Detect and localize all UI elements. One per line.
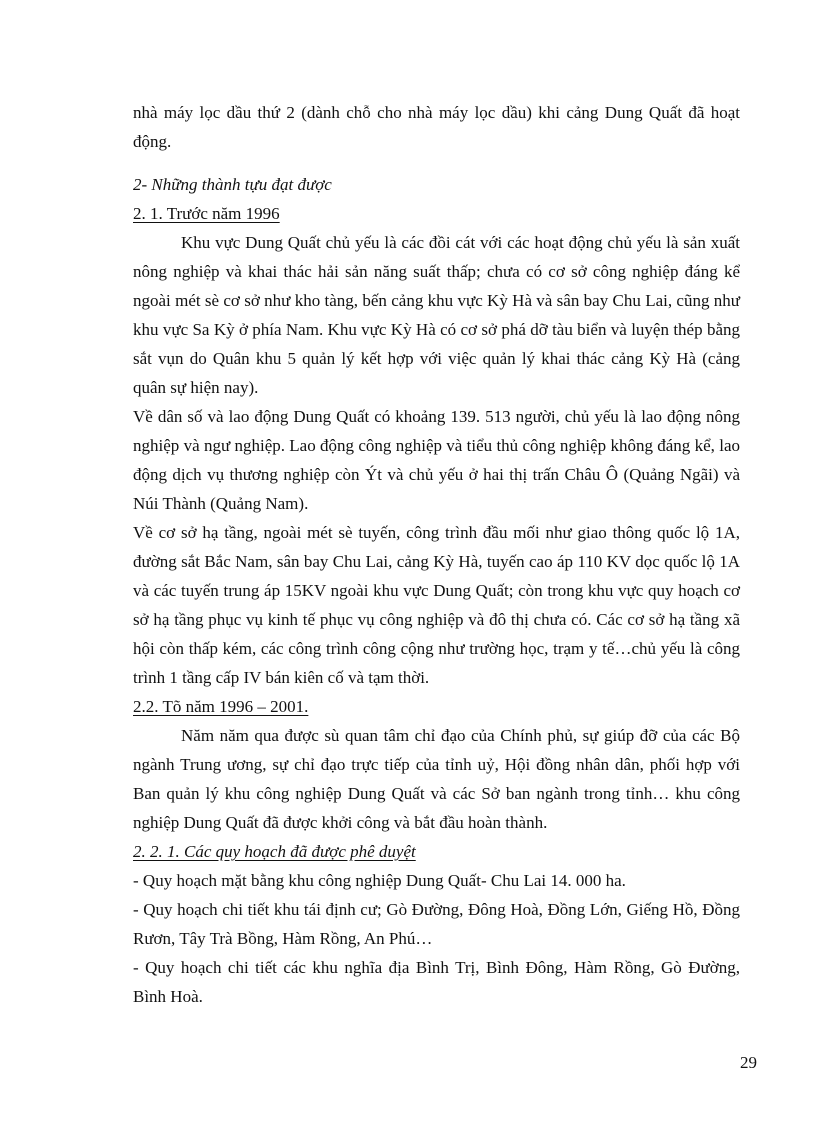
subsection-heading-1996-2001-text: 2.2. Tõ năm 1996 – 2001.: [133, 697, 309, 716]
subsection-heading-approved-plans-text: 2. 2. 1. Các quy hoạch đã được phê duyệt: [133, 842, 416, 861]
paragraph-intro-continuation: nhà máy lọc dầu thứ 2 (dành chỗ cho nhà máy lọc dầu) khi cảng Dung Quất đã hoạt động.: [133, 103, 740, 151]
page-content: [133, 98, 740, 1011]
paragraph-population-labor: Về dân số và lao động Dung Quất có khoảng 139. 513 người, chủ yếu là lao động nông nghiệp và ngư nghiệp. Lao động công nghiệp và tiểu thủ công nghiệp không đáng kể, lao động dịch vụ thương nghiệp còn Ýt và chủ yếu ở hai thị trấn Châu Ô (Quảng Ngãi) và Núi Thành (Quảng Nam).: [133, 407, 740, 513]
list-item-cemetery-plan: - Quy hoạch chi tiết các khu nghĩa địa Bình Trị, Bình Đông, Hàm Rồng, Gò Đường, Bình Hoà.: [133, 958, 740, 1006]
subsection-heading-1996-2001: [133, 692, 740, 721]
page-number: 29: [740, 1053, 757, 1072]
list-item-industrial-plan: - Quy hoạch mặt bằng khu công nghiệp Dung Quất- Chu Lai 14. 000 ha.: [133, 871, 626, 890]
subsection-heading-before-1996: [133, 199, 740, 228]
paragraph-five-years: Năm năm qua được sù quan tâm chỉ đạo của Chính phủ, sự giúp đỡ của các Bộ ngành Trung ương, sự chỉ đạo trực tiếp của tỉnh uỷ, Hội đồng nhân dân, phối hợp với Ban quản lý khu công nghiệp Dung Quất và các Sở ban ngành trong tỉnh… khu công nghiệp Dung Quất đã được khởi công và bắt đầu hoàn thành.: [133, 726, 740, 832]
paragraph-infrastructure: Về cơ sở hạ tầng, ngoài mét sè tuyến, công trình đầu mối như giao thông quốc lộ 1A, đường sắt Bắc Nam, sân bay Chu Lai, cảng Kỳ Hà, tuyến cao áp 110 KV dọc quốc lộ 1A và các tuyến trung áp 15KV ngoài khu vực Dung Quất; còn trong khu vực quy hoạch cơ sở hạ tầng phục vụ kinh tế phục vụ công nghiệp và đô thị chưa có. Các cơ sở hạ tầng xã hội còn thấp kém, các công trình công cộng như trường học, trạm y tế…chủ yếu là công trình 1 tầng cấp IV bán kiên cố và tạm thời.: [133, 523, 740, 687]
section-heading-achievements: 2- Những thành tựu đạt được: [133, 175, 332, 194]
subsection-heading-approved-plans: [133, 837, 740, 866]
paragraph-dung-quat-area: Khu vực Dung Quất chủ yếu là các đồi cát với các hoạt động chủ yếu là sản xuất nông nghiệp và khai thác hải sản năng suất thấp; chưa có cơ sở công nghiệp đáng kể ngoài mét sè cơ sở như kho tàng, bến cảng khu vực Kỳ Hà và sân bay Chu Lai, cũng như khu vực Sa Kỳ ở phía Nam. Khu vực Kỳ Hà có cơ sở phá dỡ tàu biển và luyện thép bằng sắt vụn do Quân khu 5 quản lý kết hợp với việc quản lý khai thác cảng Kỳ Hà (cảng quân sự hiện nay).: [133, 233, 740, 397]
list-item-resettlement-plan: - Quy hoạch chi tiết khu tái định cư; Gò Đường, Đông Hoà, Đồng Lớn, Giếng Hồ, Đồng Rươn, Tây Trà Bồng, Hàm Rồng, An Phú…: [133, 900, 740, 948]
subsection-heading-before-1996-text: 2. 1. Trước năm 1996: [133, 204, 280, 223]
